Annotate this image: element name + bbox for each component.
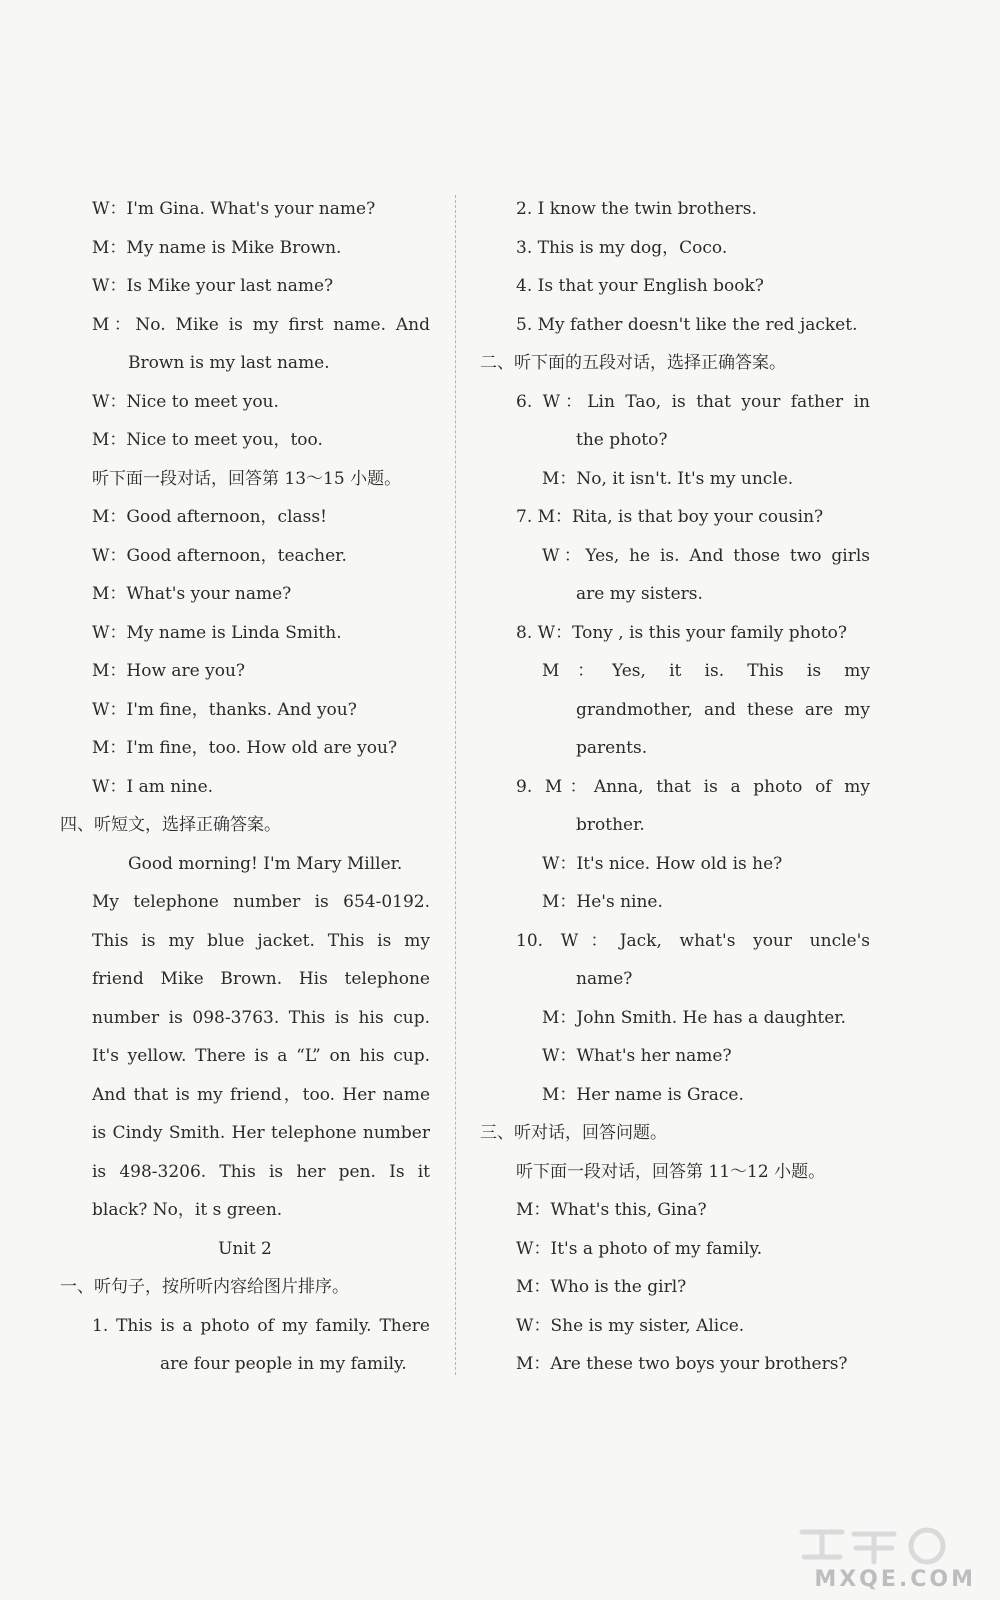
right-text-line: M：Yes, it is. This is my	[542, 661, 870, 681]
right-text-line: 2. I know the twin brothers.	[516, 199, 757, 219]
left-text-line: W：Good afternoon，teacher.	[92, 545, 347, 566]
left-text-line: M：What's your name?	[92, 584, 292, 604]
left-text-line: 四、听短文，选择正确答案。	[60, 815, 281, 835]
right-text-line: W：She is my sister, Alice.	[516, 1315, 745, 1336]
left-text-line: number is 098-3763. This is his cup.	[92, 1007, 430, 1028]
right-text-line: 3. This is my dog，Coco.	[516, 237, 728, 258]
left-text-line: 一、听句子，按所听内容给图片排序。	[60, 1277, 349, 1297]
right-text-line: W：Yes, he is. And those two girls	[542, 545, 870, 566]
right-text-line: brother.	[576, 815, 645, 835]
right-text-line: W：It's nice. How old is he?	[542, 853, 783, 874]
right-text-line: 8. W：Tony , is this your family photo?	[516, 622, 848, 643]
left-text-line: It's yellow. There is a “L” on his cup.	[92, 1046, 430, 1066]
left-text-line: W：I'm fine，thanks. And you?	[92, 699, 357, 720]
right-text-line: W：It's a photo of my family.	[516, 1238, 763, 1259]
left-text-line: My telephone number is 654-0192.	[92, 892, 430, 912]
left-text-line: W：My name is Linda Smith.	[92, 622, 342, 643]
right-text-line: 4. Is that your English book?	[516, 276, 764, 296]
column-divider	[455, 195, 456, 1375]
left-text-line: This is my blue jacket. This is my	[92, 930, 430, 951]
right-text-line: M：John Smith. He has a daughter.	[542, 1007, 846, 1028]
left-text-line: W：I am nine.	[92, 776, 214, 797]
right-text-line: are my sisters.	[576, 584, 703, 604]
left-text-line: M：Good afternoon，class!	[92, 507, 327, 527]
left-text-line: is 498-3206. This is her pen. Is it	[92, 1161, 430, 1182]
right-text-line: 5. My father doesn't like the red jacket.	[516, 314, 858, 335]
left-text-line: W：I'm Gina. What's your name?	[92, 199, 376, 219]
right-text-line: M：Her name is Grace.	[542, 1084, 744, 1105]
right-text-line: 10. W：Jack, what's your uncle's	[516, 930, 870, 951]
right-text-line: M：What's this, Gina?	[516, 1200, 707, 1220]
left-text-line: And that is my friend，too. Her name	[92, 1084, 430, 1105]
left-text-line: are four people in my family.	[160, 1354, 407, 1374]
left-text-line: W：Is Mike your last name?	[92, 276, 334, 296]
right-text-line: name?	[576, 969, 633, 989]
right-text-line: parents.	[576, 738, 648, 758]
left-text-line: friend Mike Brown. His telephone	[92, 969, 430, 989]
left-text-line: M：Nice to meet you，too.	[92, 430, 323, 450]
right-text-line: M：Who is the girl?	[516, 1277, 687, 1297]
left-text-line: black? No，it s green.	[92, 1200, 283, 1220]
right-text-line: 二、听下面的五段对话，选择正确答案。	[480, 353, 786, 373]
left-text-line: 听下面一段对话，回答第 13～15 小题。	[92, 468, 402, 489]
right-text-line: the photo?	[576, 430, 668, 450]
right-column	[480, 190, 870, 1384]
right-text-line: 9. M：Anna, that is a photo of my	[516, 776, 870, 797]
right-text-line: 7. M：Rita, is that boy your cousin?	[516, 507, 824, 527]
right-text-line: grandmother, and these are my	[576, 699, 870, 720]
left-text-line: Good morning! I'm Mary Miller.	[128, 853, 403, 874]
right-text-line: 三、听对话，回答问题。	[480, 1123, 667, 1143]
right-text-line: M：He's nine.	[542, 892, 663, 912]
right-text-line: W：What's her name?	[542, 1046, 732, 1066]
watermark-text: MXQE.COM	[814, 1567, 976, 1592]
left-text-line: M：No. Mike is my first name. And	[92, 314, 430, 335]
right-text-line: 听下面一段对话，回答第 11～12 小题。	[516, 1161, 826, 1182]
left-text-line: M：I'm fine，too. How old are you?	[92, 738, 398, 758]
right-text-line: 6. W：Lin Tao, is that your father in	[516, 391, 870, 412]
left-text-line: M：My name is Mike Brown.	[92, 237, 342, 258]
left-text-line: 1. This is a photo of my family. There	[92, 1315, 430, 1336]
right-text-line: M：No, it isn't. It's my uncle.	[542, 468, 794, 489]
left-text-line: M：How are you?	[92, 661, 246, 681]
left-column	[60, 190, 430, 1384]
right-text-line: M：Are these two boys your brothers?	[516, 1354, 848, 1374]
left-text-line: Unit 2	[218, 1238, 272, 1259]
left-text-line: Brown is my last name.	[128, 353, 330, 373]
left-text-line: W：Nice to meet you.	[92, 391, 279, 412]
left-text-line: is Cindy Smith. Her telephone number	[92, 1123, 430, 1143]
